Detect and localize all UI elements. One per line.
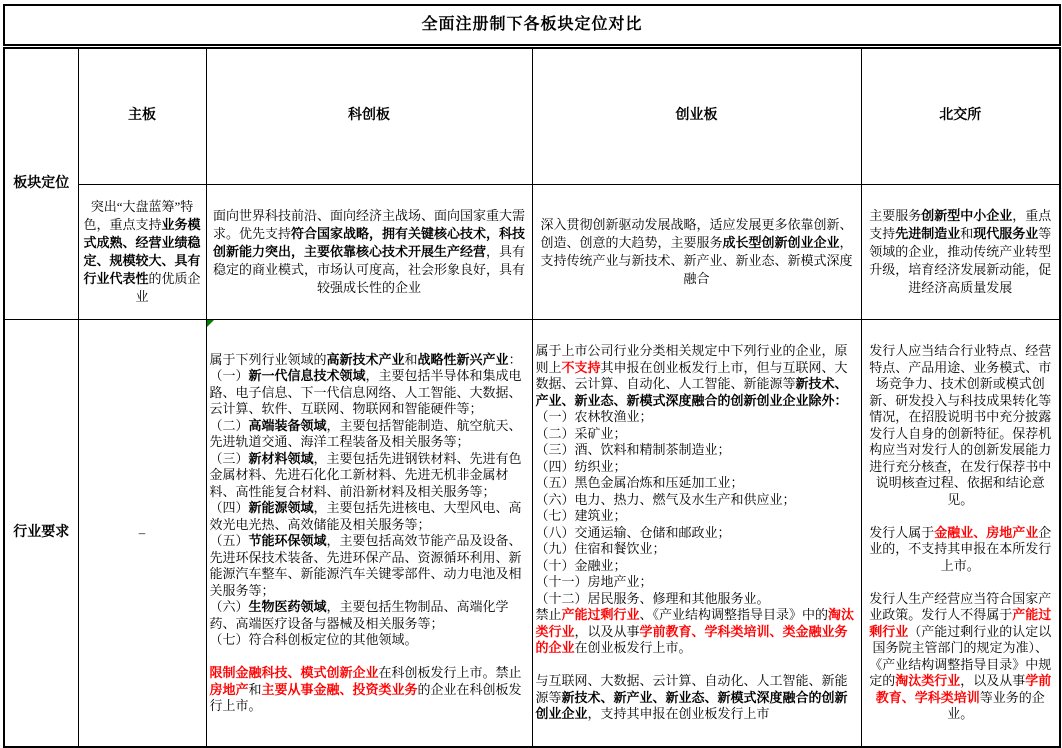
row-label-positioning: 板块定位 <box>4 47 78 320</box>
row-label-industry: 行业要求 <box>4 320 78 748</box>
column-header-bse: 北交所 <box>861 47 1060 185</box>
page-title: 全面注册制下各板块定位对比 <box>4 5 1060 47</box>
cell-positioning-main-board: 突出“大盘蓝筹”特色，重点支持业务模式成熟、经营业绩稳定、规模较大、具有行业代表性的优质企业 <box>78 185 206 320</box>
cell-industry-main-board: – <box>78 320 206 748</box>
board-comparison-table <box>3 4 1061 748</box>
column-header-row <box>4 47 1060 185</box>
positioning-row <box>4 185 1060 320</box>
cell-positioning-bse: 主要服务创新型中小企业，重点支持先进制造业和现代服务业等领域的企业，推动传统产业转型升级，培育经济发展新动能，促进经济高质量发展 <box>861 185 1060 320</box>
column-header-main-board: 主板 <box>78 47 206 185</box>
column-header-star-market: 科创板 <box>206 47 532 185</box>
cell-industry-star-market: 属于下列行业领域的高新技术产业和战略性新兴产业： （一）新一代信息技术领域，主要包括半导体和集成电路、电子信息、下一代信息网络、人工智能、大数据、云计算、软件、互联网、物联网和智能硬件等； （二）高端装备领域，主要包括智能制造、航空航天、先进轨道交通、海洋工程装备及相关服务等； （三）新材料领域，主要包括先进钢铁材料、先进有色金属材料、先进石化化工新材料、先进无机非金属材料、高性能复合材料、前沿新材料及相关服务等； （四）新能源领域，主要包括先进核电、大型风电、高效光电光热、高效储能及相关服务等； （五）节能环保领域，主要包括高效节能产品及设备、先进环保技术装备、先进环保产品、资源循环利用、新能源汽车整车、新能源汽车关键零部件、动力电池及相关服务等； （六）生物医药领域，主要包括生物制品、高端化学药、高端医疗设备与器械及相关服务等； （七）符合科创板定位的其他领域。 限制金融科技、模式创新企业在科创板发行上市。禁止房地产和主要从事金融、投资类业务的企业在科创板发行上市。 <box>206 320 532 748</box>
title-row <box>4 5 1060 47</box>
cell-industry-chinext: 属于上市公司行业分类相关规定中下列行业的企业，原则上不支持其申报在创业板发行上市，但与互联网、大数据、云计算、自动化、人工智能、新能源等新技术、产业、新业态、新模式深度融合的创新创业企业除外： （一）农林牧渔业； （二）采矿业； （三）酒、饮料和精制茶制造业； （四）纺织业； （五）黑色金属冶炼和压延加工业； （六）电力、热力、燃气及水生产和供应业； （七）建筑业； （八）交通运输、仓储和邮政业； （九）住宿和餐饮业； （十）金融业； （十一）房地产业； （十二）居民服务、修理和其他服务业。 禁止产能过剩行业、《产业结构调整指导目录》中的淘汰类行业，以及从事学前教育、学科类培训、类金融业务的企业在创业板发行上市。 与互联网、大数据、云计算、自动化、人工智能、新能源等新技术、新产业、新业态、新模式深度融合的创新创业企业，支持其申报在创业板发行上市 <box>532 320 861 748</box>
industry-requirement-row <box>4 320 1060 748</box>
cell-positioning-star-market: 面向世界科技前沿、面向经济主战场、面向国家重大需求。优先支持符合国家战略，拥有关键核心技术，科技创新能力突出，主要依靠核心技术开展生产经营，具有稳定的商业模式，市场认可度高，社会形象良好，具有较强成长性的企业 <box>206 185 532 320</box>
comparison-table-sheet <box>3 4 1059 748</box>
cell-positioning-chinext: 深入贯彻创新驱动发展战略，适应发展更多依靠创新、创造、创意的大趋势，主要服务成长型创新创业企业，支持传统产业与新技术、新产业、新业态、新模式深度融合 <box>532 185 861 320</box>
cell-error-triangle-icon <box>207 320 214 327</box>
cell-industry-bse: 发行人应当结合行业特点、经营特点、产品用途、业务模式、市场竞争力、技术创新或模式创新、研发投入与科技成果转化等情况，在招股说明书中充分披露发行人自身的创新特征。保荐机构应当对发行人的创新发展能力进行充分核查，在发行保荐书中说明核查过程、依据和结论意见。 发行人属于金融业、房地产业企业的，不支持其申报在本所发行上市。 发行人生产经营应当符合国家产业政策。发行人不得属于产能过剩行业（产能过剩行业的认定以国务院主管部门的规定为准）、《产业结构调整指导目录》中规定的淘汰类行业，以及从事学前教育、学科类培训等业务的企业。 <box>861 320 1060 748</box>
column-header-chinext: 创业板 <box>532 47 861 185</box>
